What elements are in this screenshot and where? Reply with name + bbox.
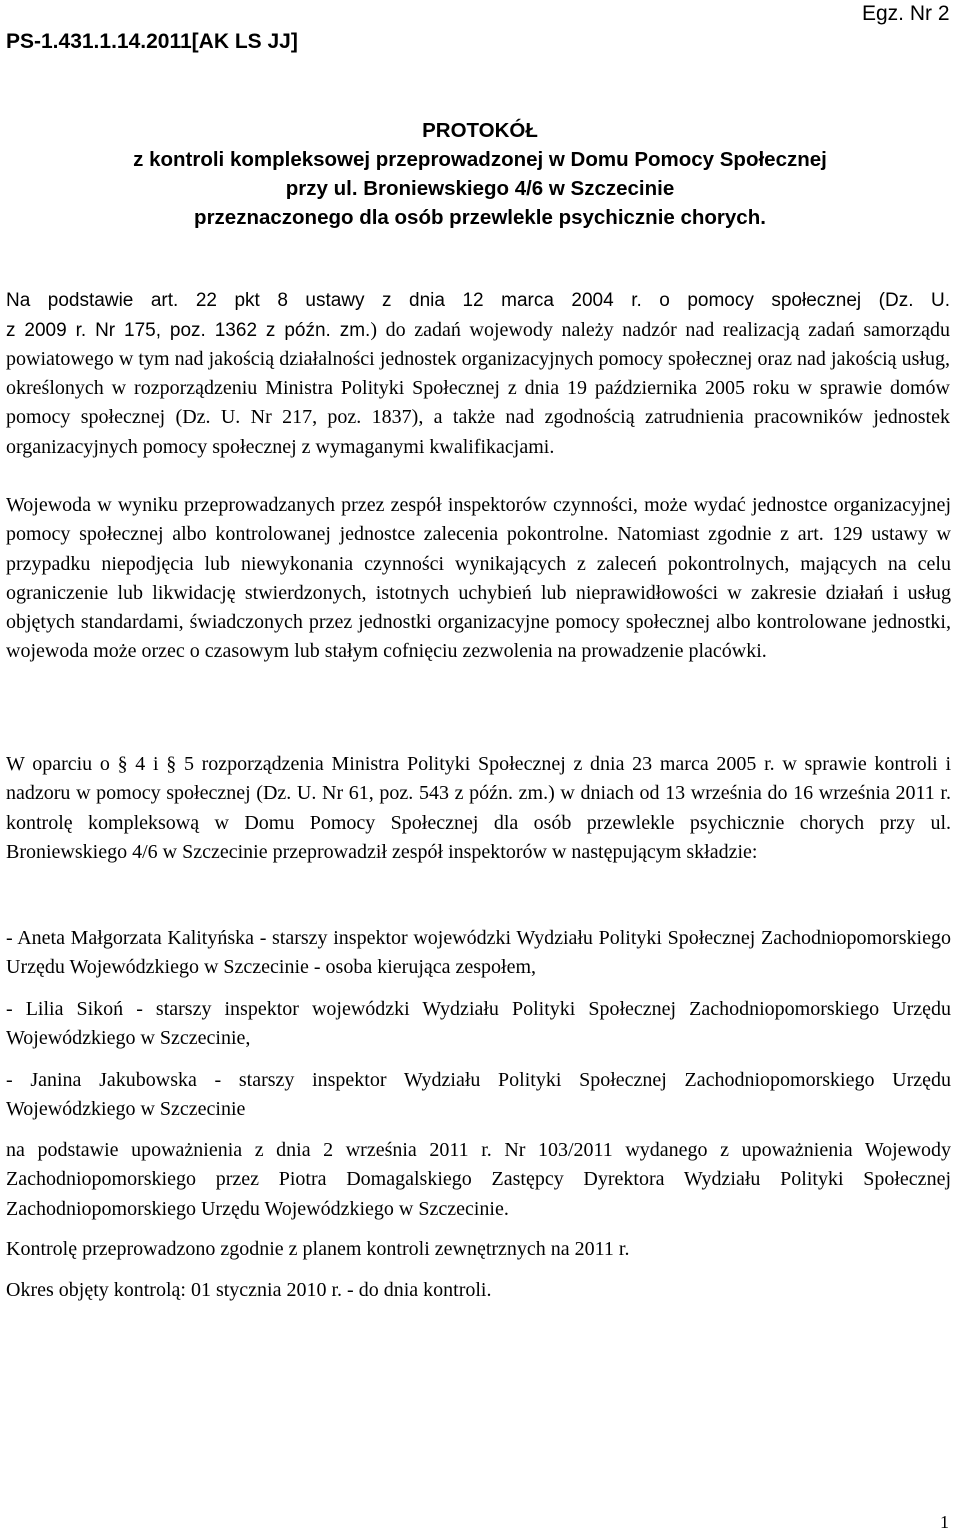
paragraph-plan: Kontrolę przeprowadzono zgodnie z planem kontroli zewnętrznych na 2011 r.	[6, 1238, 630, 1260]
paragraph-legal-basis: W oparciu o § 4 i § 5 rozporządzenia Ministra Polityki Społecznej z dnia 23 marca 2005 r. w sprawie kontroli i nadzoru w pomocy społecznej (Dz. U. Nr 61, poz. 543 z późn. zm.) w dniach od 13 września do 16 września 2011 r. kontrolę kompleksową w Domu Pomocy Społecznej dla osób przewlekle psychicznie chorych przy ul. Broniewskiego 4/6 w Szczecinie przeprowadził zespół inspektorów w następującym składzie:	[6, 753, 951, 863]
team-member-3: - Janina Jakubowska - starszy inspektor Wydziału Polityki Społecznej Zachodniopomorskiego Urzędu Wojewódzkiego w Szczecinie	[6, 1069, 951, 1121]
document-reference-number: PS-1.431.1.14.2011[AK LS JJ]	[6, 30, 298, 53]
paragraph-period: Okres objęty kontrolą: 01 stycznia 2010 r. - do dnia kontroli.	[6, 1279, 492, 1301]
paragraph-authorization: na podstawie upoważnienia z dnia 2 września 2011 r. Nr 103/2011 wydanego z upoważnienia Wojewody Zachodniopomorskiego przez Piotra Domagalskiego Zastępcy Dyrektora Wydziału Polityki Społecznej Zachodniopomorskiego Urzędu Wojewódzkiego w Szczecinie.	[6, 1139, 951, 1220]
title-line-2: z kontroli kompleksowej przeprowadzonej w Domu Pomocy Społecznej	[133, 148, 827, 171]
intro-continuation	[6, 316, 950, 462]
paragraph-wojewoda: Wojewoda w wyniku przeprowadzanych przez zespół inspektorów czynności, może wydać jednostce organizacyjnej pomocy społecznej albo kontrolowanej jednostce zalecenia pokontrolne. Natomiast zgodnie z art. 129 ustawy w przypadku niepodjęcia lub niewykonania czynności wynikających z zaleceń pokontrolnych, mających na celu ograniczenie lub likwidację stwierdzonych, istotnych uchybień lub nieprawidłowości w zakresie działań i usług objętych standardami, świadczonych przez jednostki organizacyjne pomocy społecznej albo kontrolowane jednostki, wojewoda może orzec o czasowym lub stałym cofnięciu zezwolenia na prowadzenie placówki.	[6, 494, 951, 663]
team-member-1: - Aneta Małgorzata Kalityńska - starszy inspektor wojewódzki Wydziału Polityki Społecznej Zachodniopomorskiego Urzędu Wojewódzkiego w Szczecinie - osoba kierująca zespołem,	[6, 927, 951, 979]
intro-line-1: Na podstawie art. 22 pkt 8 ustawy z dnia 12 marca 2004 r. o pomocy społecznej (Dz. U.	[6, 290, 950, 311]
page-number: 1	[940, 1512, 949, 1532]
copy-number: Egz. Nr 2	[862, 2, 950, 25]
intro-citation: z 2009 r. Nr 175, poz. 1362 z późn. zm.	[6, 319, 371, 341]
protocol-title	[0, 116, 960, 232]
title-line-4: przeznaczonego dla osób przewlekle psychicznie chorych.	[194, 206, 766, 229]
title-line-3: przy ul. Broniewskiego 4/6 w Szczecinie	[285, 177, 675, 200]
title-line-1: PROTOKÓŁ	[422, 119, 538, 142]
intro-paragraph	[6, 286, 950, 462]
team-member-2: - Lilia Sikoń - starszy inspektor wojewódzki Wydziału Polityki Społecznej Zachodniopomorskiego Urzędu Wojewódzkiego w Szczecinie,	[6, 998, 951, 1050]
intro-body: ) do zadań wojewody należy nadzór nad realizacją zadań samorządu powiatowego w tym nad jakością działalności jednostek organizacyjnych pomocy społecznej oraz nad jakością usług, określonych w rozporządzeniu Ministra Polityki Społecznej z dnia 19 października 2005 roku w sprawie domów pomocy społecznej (Dz. U. Nr 217, poz. 1837), a także nad zgodnością zatrudnienia pracowników jednostek organizacyjnych pomocy społecznej z wymaganymi kwalifikacjami.	[6, 318, 950, 458]
